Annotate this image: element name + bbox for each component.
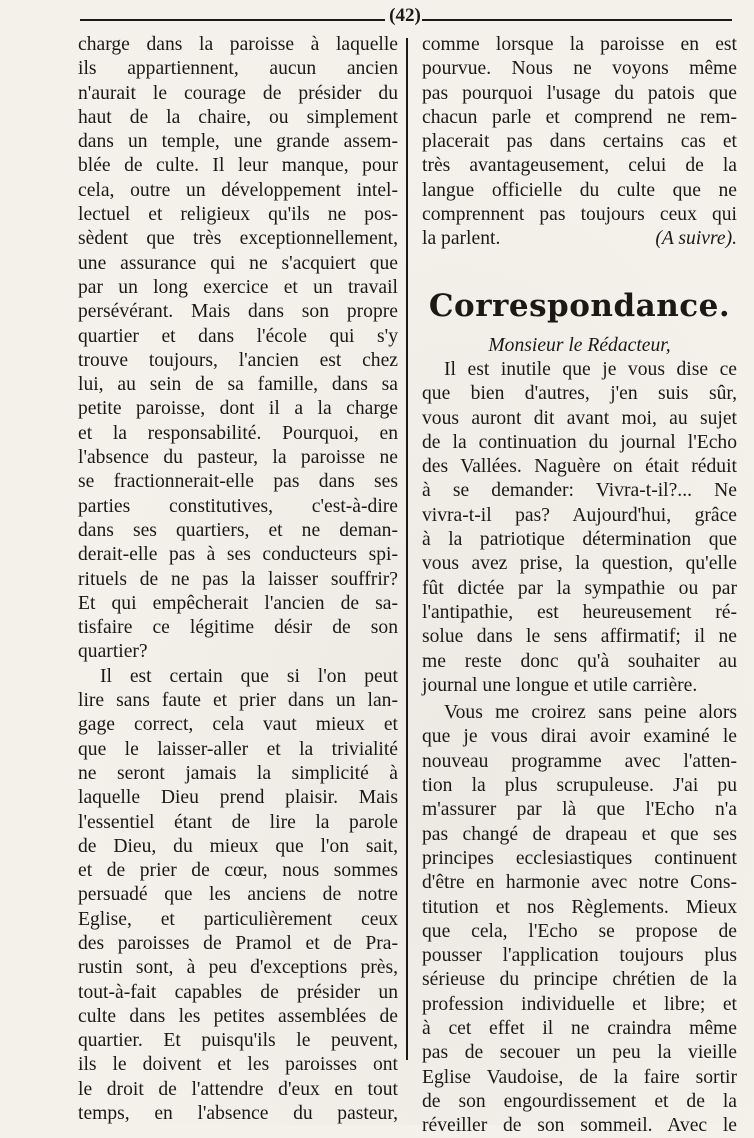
text-line: temps, en l'absence du pasteur, bbox=[78, 1103, 398, 1125]
text-line: à se demander: Vivra-t-il?... Ne bbox=[422, 480, 737, 502]
text-line: quartier. Et puisqu'ils le peuvent, bbox=[78, 1030, 398, 1052]
text-line: de son engourdissement et de la bbox=[422, 1090, 737, 1112]
text-line: fût dictée par la sympathie ou par bbox=[422, 577, 737, 599]
text-line: dans ses quartiers, et ne deman- bbox=[78, 519, 398, 541]
text-line: Il est inutile que je vous dise ce bbox=[444, 358, 737, 380]
text-line: lectuel et religieux qu'ils ne pos- bbox=[78, 204, 398, 226]
text-line: que le laisser-aller et la trivialité bbox=[78, 738, 398, 760]
text-line: pas changé de drapeau et que ses bbox=[422, 823, 737, 845]
text-line: laquelle Dieu prend plaisir. Mais bbox=[78, 787, 398, 809]
letter-salutation: Monsieur le Rédacteur, bbox=[488, 334, 671, 356]
text-line: pas pourquoi l'usage du patois que bbox=[422, 82, 737, 104]
text-line: réveiller de son sommeil. Avec le bbox=[422, 1115, 737, 1137]
text-line: Eglise Vaudoise, de la faire sortir bbox=[422, 1066, 737, 1088]
text-line: parties constitutives, c'est-à-dire bbox=[78, 495, 398, 517]
text-line: vous avez prise, la question, qu'elle bbox=[422, 553, 737, 575]
text-line: charge dans la paroisse à laquelle bbox=[78, 34, 398, 55]
text-line: l'essentiel étant de lire la parole bbox=[78, 811, 398, 833]
text-line: des Vallées. Naguère on était réduit bbox=[422, 456, 737, 478]
text-line: titution et nos Règlements. Mieux bbox=[422, 896, 737, 918]
text-line: Eglise, et particulièrement ceux bbox=[78, 908, 398, 930]
text-line: sèdent que très exceptionnellement, bbox=[78, 228, 398, 250]
text-line: m'assurer par là que l'Echo n'a bbox=[422, 799, 737, 821]
text-line: placerait pas dans certains cas et bbox=[422, 131, 737, 153]
text-line: pousser l'application toujours plus bbox=[422, 945, 737, 967]
text-line: à cet effet il ne craindra même bbox=[422, 1017, 737, 1039]
text-line: tisfaire ce légitime désir de son bbox=[78, 617, 398, 639]
text-line: derait-elle pas à ses conducteurs spi- bbox=[78, 544, 398, 566]
header-rule-left bbox=[80, 19, 385, 21]
text-line bbox=[422, 227, 737, 251]
text-line: petite paroisse, dont il a la charge bbox=[78, 398, 398, 420]
letter-paragraph-1 bbox=[422, 358, 737, 698]
text-line: une assurance qui ne s'acquiert que bbox=[78, 252, 398, 274]
section-heading: Correspondance. bbox=[428, 287, 731, 324]
article-continuation bbox=[422, 33, 737, 252]
text-line: quartier? bbox=[78, 641, 148, 663]
text-line: se fractionnerait-elle pas dans ses bbox=[78, 471, 398, 493]
text-line: nouveau programme avec l'atten- bbox=[422, 750, 737, 772]
text-line: ils appartiennent, aucun ancien bbox=[78, 58, 398, 80]
page-number: (42) bbox=[389, 5, 421, 26]
text-line: persévérant. Mais dans son propre bbox=[78, 301, 398, 323]
text-line: très avantageusement, celui de la bbox=[422, 155, 737, 177]
text-line: Vous me croirez sans peine alors bbox=[444, 702, 737, 724]
text-line: ne seront jamais la simplicité à bbox=[78, 762, 398, 784]
article-paragraph-1 bbox=[78, 33, 398, 665]
text-line: comprennent pas toujours ceux qui bbox=[422, 204, 737, 226]
a-suivre-note: (A suivre). bbox=[655, 228, 737, 250]
text-line: blée de culte. Il leur manque, pour bbox=[78, 155, 398, 177]
left-column bbox=[78, 33, 398, 1126]
page-header bbox=[70, 4, 754, 34]
text-line: de la continuation du journal l'Echo bbox=[422, 431, 737, 453]
text-line: principes ecclesiastiques continuent bbox=[422, 847, 737, 869]
text-line: et de prier de cœur, nous sommes bbox=[78, 860, 398, 882]
text-line: rituels de ne pas la laisser souffrir? bbox=[78, 568, 398, 590]
text-line: solue dans le sens affirmatif; il ne bbox=[422, 626, 737, 648]
text-line: n'aurait le courage de présider du bbox=[78, 82, 398, 104]
text-line: vous auront dit avant moi, au sujet bbox=[422, 407, 737, 429]
right-column bbox=[422, 33, 737, 1138]
text-line: tout-à-fait capables de présider un bbox=[78, 981, 398, 1003]
text-line: Il est certain que si l'on peut bbox=[100, 665, 398, 687]
text-line: dans un temple, une grande assem- bbox=[78, 131, 398, 153]
text-line: haut de la chaire, ou simplement bbox=[78, 106, 398, 128]
text-line: profession individuelle et libre; et bbox=[422, 993, 737, 1015]
last-line-text: la parlent. bbox=[422, 228, 501, 250]
text-line: vivra-t-il pas? Aujourd'hui, grâce bbox=[422, 504, 737, 526]
text-line: des paroisses de Pramol et de Pra- bbox=[78, 932, 398, 954]
text-line: que je vous dirai avoir examiné le bbox=[422, 726, 737, 748]
text-line: persuadé que les anciens de notre bbox=[78, 884, 398, 906]
text-line: journal une longue et utile carrière. bbox=[422, 674, 698, 696]
text-line: rustin sont, à peu d'exceptions près, bbox=[78, 957, 398, 979]
text-line: que cela, l'Echo se propose de bbox=[422, 920, 737, 942]
text-line: Et qui empêcherait l'ancien de sa- bbox=[78, 592, 398, 614]
text-line: à la patriotique détermination que bbox=[422, 529, 737, 551]
text-line: me reste donc qu'à souhaiter au bbox=[422, 650, 737, 672]
article-paragraph-2 bbox=[78, 665, 398, 1127]
text-line: le droit de l'attendre d'eux en tout bbox=[78, 1078, 398, 1100]
text-line: de Dieu, du mieux que l'on sait, bbox=[78, 835, 398, 857]
text-line: gage correct, cela vaut mieux et bbox=[78, 714, 398, 736]
header-rule-right bbox=[422, 19, 732, 21]
text-line: tion la plus scrupuleuse. J'ai pu bbox=[422, 775, 737, 797]
text-line: ils le doivent et les paroisses ont bbox=[78, 1054, 398, 1076]
text-line: pas de secouer un peu la vieille bbox=[422, 1042, 737, 1064]
text-line: culte dans les petites assemblées de bbox=[78, 1005, 398, 1027]
text-line: cela, outre un développement intel- bbox=[78, 179, 398, 201]
text-line: sérieuse du principe chrétien de la bbox=[422, 969, 737, 991]
text-line: lui, au sein de sa famille, dans sa bbox=[78, 374, 398, 396]
text-line: que bien d'autres, j'en suis sûr, bbox=[422, 383, 737, 405]
column-divider bbox=[406, 38, 408, 1060]
text-line: pourvue. Nous ne voyons même bbox=[422, 58, 737, 80]
text-line: chacun parle et comprend ne rem- bbox=[422, 106, 737, 128]
text-line: trouve toujours, l'ancien est chez bbox=[78, 349, 398, 371]
text-line: comme lorsque la paroisse en est bbox=[422, 34, 737, 55]
letter-paragraph-2 bbox=[422, 701, 737, 1138]
text-line: et la responsabilité. Pourquoi, en bbox=[78, 422, 398, 444]
text-line: d'être en harmonie avec notre Cons- bbox=[422, 872, 737, 894]
text-line: langue officielle du culte que ne bbox=[422, 179, 737, 201]
text-line: quartier et dans l'école qui s'y bbox=[78, 325, 398, 347]
text-line: l'absence du pasteur, la paroisse ne bbox=[78, 447, 398, 469]
text-line: l'antipathie, est heureusement ré- bbox=[422, 601, 737, 623]
text-line: lire sans faute et prier dans un lan- bbox=[78, 690, 398, 712]
text-line: par un long exercice et un travail bbox=[78, 276, 398, 298]
